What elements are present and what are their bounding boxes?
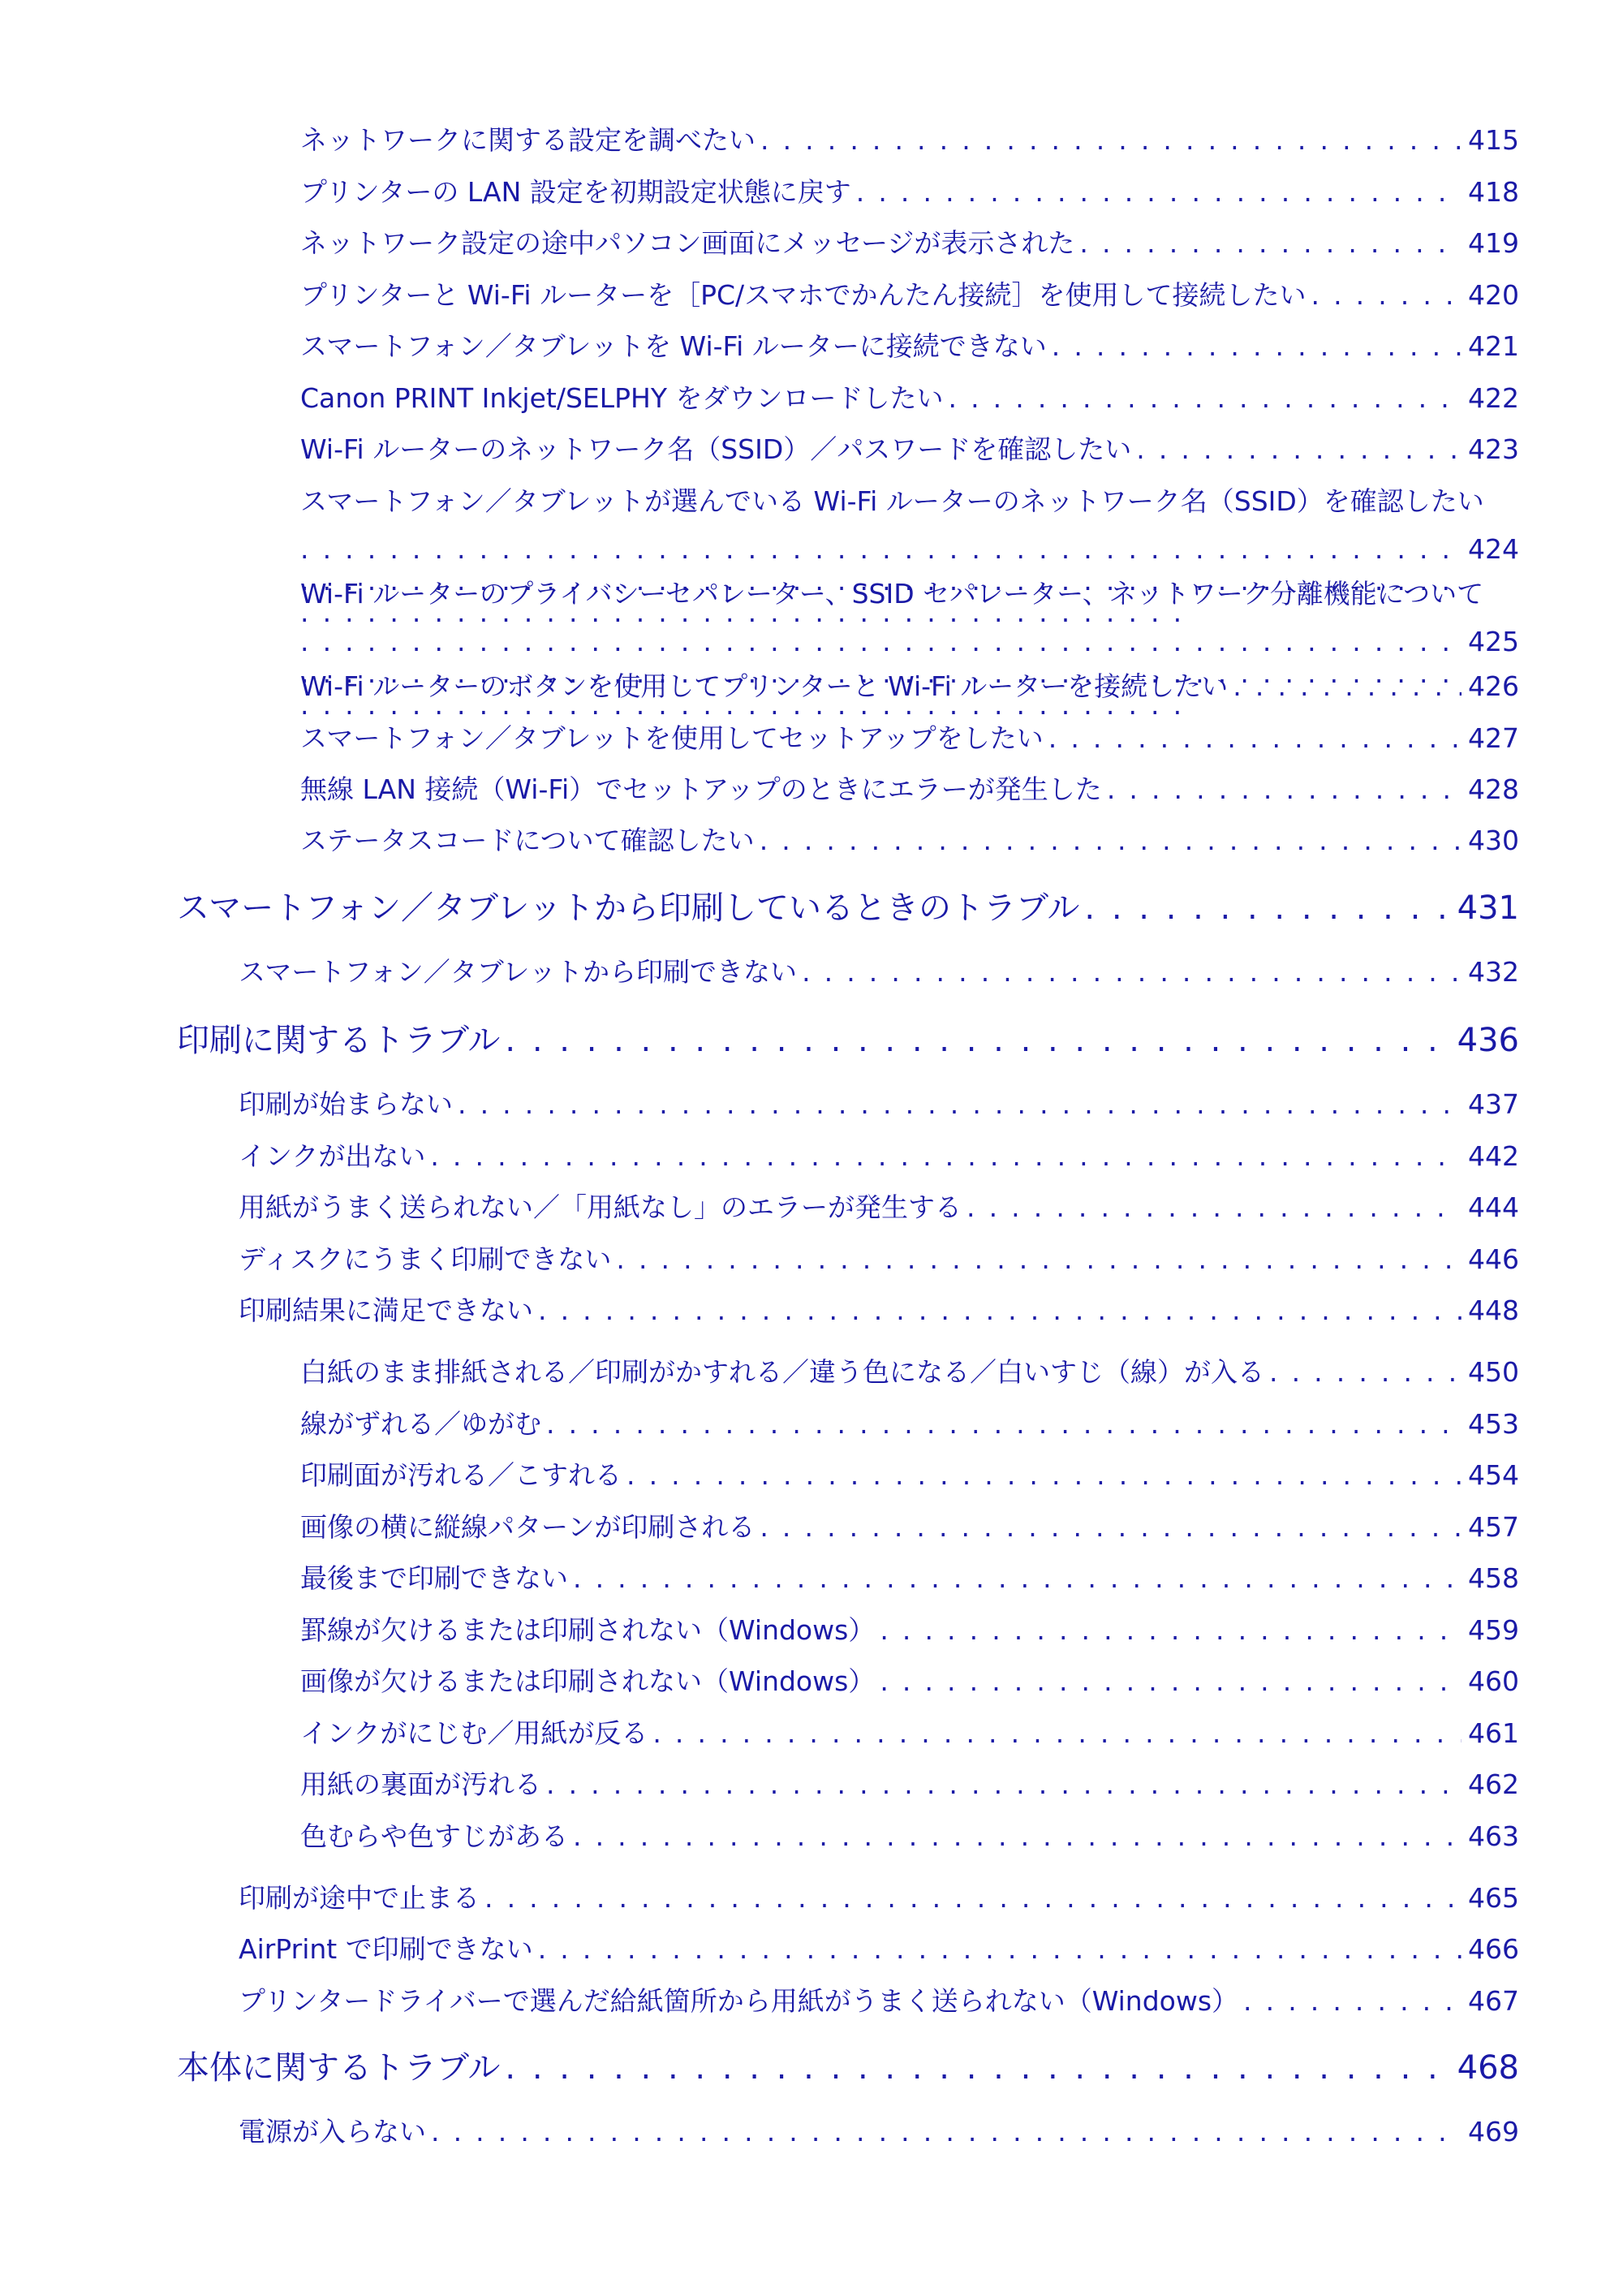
toc-entry[interactable] — [239, 1135, 1519, 1174]
toc-page-number: 432 — [1468, 956, 1519, 988]
toc-entry-title: 画像が欠けるまたは印刷されない（Windows） — [300, 1665, 876, 1697]
toc-entry[interactable] — [300, 1351, 1519, 1389]
toc-entry-title: スマートフォン／タブレットから印刷できない — [239, 956, 798, 988]
toc-leader-dots — [626, 1459, 1462, 1491]
toc-entry-title: 印刷に関するトラブル — [177, 1022, 501, 1059]
toc-leader-dots — [546, 1768, 1462, 1800]
toc-leader-dots — [1107, 773, 1462, 805]
toc-entry[interactable] — [300, 717, 1519, 756]
toc-leader-dots — [949, 382, 1462, 414]
toc-entry[interactable] — [239, 1928, 1519, 1966]
toc-page-number: 469 — [1468, 2116, 1519, 2147]
toc-page-number: 425 — [1468, 626, 1519, 657]
toc-leader-dots — [505, 2049, 1450, 2087]
toc-leader-dots — [1233, 670, 1462, 702]
toc-page-number: 422 — [1468, 382, 1519, 414]
toc-leader-dots — [1311, 279, 1462, 311]
toc-entry-title: 罫線が欠けるまたは印刷されない（Windows） — [300, 1614, 876, 1646]
toc-entry[interactable] — [300, 1764, 1519, 1802]
toc-leader-dots — [538, 1933, 1462, 1965]
toc-entry[interactable] — [239, 1877, 1519, 1915]
toc-leader-dots — [431, 2116, 1462, 2147]
toc-leader-dots — [616, 1243, 1462, 1275]
toc-leader-dots — [1079, 227, 1462, 259]
toc-leader-dots — [1048, 722, 1462, 754]
toc-entry-title: 印刷結果に満足できない — [239, 1294, 533, 1326]
toc-page-number: 437 — [1468, 1088, 1519, 1120]
toc-entry[interactable] — [300, 274, 1519, 312]
toc-page-number: 453 — [1468, 1408, 1519, 1440]
toc-leader-dots — [573, 1562, 1462, 1594]
toc-page-number: 428 — [1468, 773, 1519, 805]
toc-leader-dots — [1052, 330, 1462, 362]
toc-entry-title: スマートフォン／タブレットを使用してセットアップをしたい — [300, 722, 1044, 754]
toc-leader-dots — [652, 1717, 1462, 1749]
toc-entry[interactable] — [300, 119, 1519, 157]
toc-entry[interactable] — [300, 171, 1519, 209]
toc-leader-dots — [880, 1665, 1462, 1697]
toc-entry[interactable] — [300, 769, 1519, 807]
toc-entry-title: 画像の横に縦線パターンが印刷される — [300, 1511, 756, 1543]
toc-leader-dots — [1136, 433, 1462, 465]
toc-entry-title: インクがにじむ／用紙が反る — [300, 1717, 648, 1749]
toc-page-number: 466 — [1468, 1933, 1519, 1965]
toc-entry-title: 白紙のまま排紙される／印刷がかすれる／違う色になる／白いすじ（線）が入る — [300, 1356, 1264, 1388]
toc-entry-title: 最後まで印刷できない — [300, 1562, 568, 1594]
toc-leader-dots — [538, 1294, 1462, 1326]
toc-entry[interactable] — [239, 1083, 1519, 1122]
toc-entry[interactable] — [300, 325, 1519, 364]
toc-page-number: 424 — [1468, 533, 1519, 565]
toc-entry-title: Wi-Fi ルーターのネットワーク名（SSID）／パスワードを確認したい — [300, 433, 1132, 465]
toc-page-number: 419 — [1468, 227, 1519, 259]
toc-entry-title: 線がずれる／ゆがむ — [300, 1408, 541, 1440]
toc-entry-title: スマートフォン／タブレットから印刷しているときのトラブル — [177, 890, 1080, 927]
toc-entry[interactable] — [300, 429, 1519, 467]
toc-page-number: 467 — [1468, 1985, 1519, 2017]
toc-page-number: 465 — [1468, 1882, 1519, 1914]
toc-page-number: 431 — [1457, 890, 1519, 927]
toc-entry-title: 用紙がうまく送られない／「用紙なし」のエラーが発生する — [239, 1191, 962, 1223]
toc-page-number: 430 — [1468, 825, 1519, 856]
toc-entry[interactable] — [300, 666, 1519, 704]
toc-entry[interactable] — [300, 1506, 1519, 1544]
toc-entry-title: プリンタードライバーで選んだ給紙箇所から用紙がうまく送られない（Windows） — [239, 1985, 1239, 2017]
toc-entry-title: 本体に関するトラブル — [177, 2049, 501, 2087]
toc-page-number: 468 — [1457, 2049, 1519, 2087]
toc-entry-title: ネットワークに関する設定を調べたい — [300, 124, 756, 156]
toc-leader-dots — [760, 1511, 1462, 1543]
toc-page-number: 458 — [1468, 1562, 1519, 1594]
toc-entry-title: ディスクにうまく印刷できない — [239, 1243, 612, 1275]
toc-entry-title: プリンターの LAN 設定を初期設定状態に戻す — [300, 176, 851, 208]
toc-entry-title: 印刷面が汚れる／こすれる — [300, 1459, 622, 1491]
toc-page-number: 420 — [1468, 279, 1519, 311]
toc-entry-title: プリンターと Wi-Fi ルーターを［PC/スマホでかんたん接続］を使用して接続したい — [300, 279, 1307, 311]
toc-entry-title: Canon PRINT Inkjet/SELPHY をダウンロードしたい — [300, 382, 944, 414]
toc-entry[interactable] — [239, 1238, 1519, 1277]
toc-leader-dots — [430, 1140, 1462, 1172]
toc-entry[interactable] — [239, 1187, 1519, 1225]
toc-entry-title: 色むらや色すじがある — [300, 1820, 568, 1852]
toc-entry-title: ネットワーク設定の途中パソコン画面にメッセージが表示された — [300, 227, 1075, 259]
toc-page-number: 436 — [1457, 1022, 1519, 1059]
toc-entry[interactable] — [300, 1816, 1519, 1854]
toc-entry-title: スマートフォン／タブレットが選んでいる Wi-Fi ルーターのネットワーク名（SSID）を確認したい — [300, 485, 1484, 517]
toc-entry[interactable] — [300, 1454, 1519, 1493]
toc-entry-title: AirPrint で印刷できない — [239, 1933, 533, 1965]
toc-entry-title: Wi-Fi ルーターのボタンを使用してプリンターと Wi-Fi ルーターを接続したい — [300, 670, 1229, 702]
toc-page-number: 463 — [1468, 1820, 1519, 1852]
toc-page-number: 457 — [1468, 1511, 1519, 1543]
toc-entry-title: インクが出ない — [239, 1140, 426, 1172]
toc-entry[interactable] — [239, 1980, 1519, 2018]
toc-leader-dots — [856, 176, 1462, 208]
toc-page-number: 460 — [1468, 1665, 1519, 1697]
toc-entry[interactable] — [177, 882, 1519, 928]
toc-entry[interactable] — [177, 2042, 1519, 2088]
toc-leader-dots — [505, 1022, 1450, 1059]
toc-entry-title: 電源が入らない — [239, 2116, 426, 2147]
toc-page-number: 421 — [1468, 330, 1519, 362]
toc-leader-dots — [1084, 890, 1450, 927]
toc-entry[interactable] — [300, 1557, 1519, 1596]
toc-page-number: 446 — [1468, 1243, 1519, 1275]
toc-page-number: 461 — [1468, 1717, 1519, 1749]
toc-entry[interactable] — [300, 222, 1519, 261]
toc-entry[interactable] — [300, 377, 1519, 416]
toc-page-number: 444 — [1468, 1191, 1519, 1223]
toc-page-number: 427 — [1468, 722, 1519, 754]
toc-entry[interactable] — [239, 1290, 1519, 1328]
toc-page-number: 462 — [1468, 1768, 1519, 1800]
toc-page-number: 418 — [1468, 176, 1519, 208]
toc-leader-dots — [760, 124, 1462, 156]
toc-entry-title: 無線 LAN 接続（Wi-Fi）でセットアップのときにエラーが発生した — [300, 773, 1102, 805]
toc-entry[interactable] — [300, 1712, 1519, 1751]
toc-leader-dots — [966, 1191, 1462, 1223]
toc-entry-title: 印刷が始まらない — [239, 1088, 453, 1120]
toc-page-number: 448 — [1468, 1294, 1519, 1326]
toc-entry[interactable] — [177, 1014, 1519, 1061]
toc-leader-dots — [484, 1882, 1462, 1914]
toc-page-number: 426 — [1468, 670, 1519, 702]
toc-leader-dots — [573, 1820, 1462, 1852]
toc-page-number: 423 — [1468, 433, 1519, 465]
toc-entry[interactable] — [239, 2111, 1519, 2149]
toc-leader-dots — [1243, 1985, 1462, 2017]
toc-leader-dots — [760, 825, 1462, 856]
toc-leader-dots — [458, 1088, 1462, 1120]
toc-entry-title: Wi-Fi ルーターのプライバシーセパレーター、SSID セパレーター、ネットワーク分離機能について — [300, 578, 1484, 610]
toc-leader-dots — [1269, 1356, 1462, 1388]
toc-entry[interactable] — [300, 1609, 1519, 1648]
toc-entry[interactable] — [300, 1661, 1519, 1699]
toc-entry-title: 用紙の裏面が汚れる — [300, 1768, 541, 1800]
toc-page-number: 459 — [1468, 1614, 1519, 1646]
toc-entry[interactable] — [239, 951, 1519, 989]
toc-page-number: 450 — [1468, 1356, 1519, 1388]
toc-leader-dots — [546, 1408, 1462, 1440]
toc-page-number: 442 — [1468, 1140, 1519, 1172]
toc-leader-dots — [880, 1614, 1462, 1646]
toc-page-number: 454 — [1468, 1459, 1519, 1491]
toc-entry-title: スマートフォン／タブレットを Wi-Fi ルーターに接続できない — [300, 330, 1047, 362]
toc-entry[interactable] — [300, 1403, 1519, 1441]
toc-leader-dots — [802, 956, 1462, 988]
toc-entry[interactable] — [300, 820, 1519, 858]
toc-page-number: 415 — [1468, 124, 1519, 156]
toc-entry-title: ステータスコードについて確認したい — [300, 825, 755, 856]
toc-entry-title: 印刷が途中で止まる — [239, 1882, 480, 1914]
